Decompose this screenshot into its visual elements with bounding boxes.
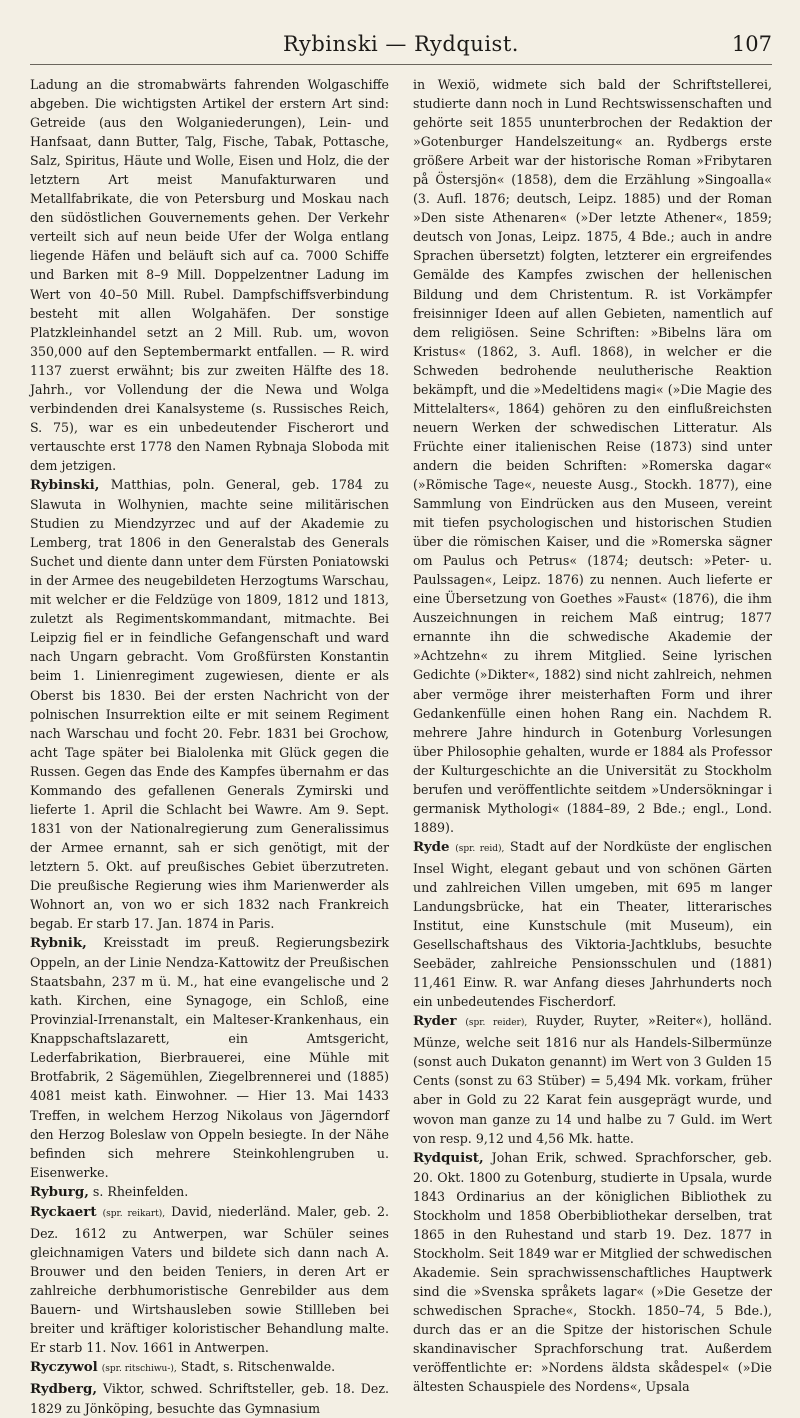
page-header — [30, 30, 772, 65]
entry-text: in Wexiö, widmete sich bald der Schriftstellerei, studierte dann noch in Lund Rechtswissenschaften und gehörte seit 1855 ununterbrochen der Redaktion der »Gotenburger Handelszeitung« an. Rydbergs erste größere Arbeit war der historische Roman »Fribytaren på Östersjön« (1858), dem die Erzählung »Singoalla« (3. Aufl. 1876; deutsch, Leipz. 1885) und der Roman »Den siste Athenaren« (»Der letzte Athener«, 1859; deutsch von Jonas, Leipz. 1875, 4 Bde.; auch in andre Sprachen übersetzt) folgten, letzterer ein ergreifendes Gemälde des Kampfes zwischen der hellenischen Bildung und dem Christentum. R. ist Vorkämpfer freisinniger Ideen auf allen Gebieten, namentlich auf dem religiösen. Seine Schriften: »Bibelns lära om Kristus« (1862, 3. Aufl. 1868), in welcher er die Schweden bedrohende neulutherische Reaktion bekämpft, und die »Medeltidens magi« (»Die Magie des Mittelalters«, 1864) gehören zu den einflußreichsten neuern Werken der schwedischen Litteratur. Als Früchte einer italienischen Reise (1873) sind unter andern die beiden Schriften: »Romerska dagar« (»Römische Tage«, neueste Ausg., Stockh. 1877), eine Sammlung von Eindrücken aus den Museen, vereint mit tiefen psychologischen und historischen Studien über die römischen Kaiser, und die »Romerska sägner om Paulus och Petrus« (1874; deutsch: »Peter- u. Paulssagen«, Leipz. 1876) zu nennen. Auch lieferte er eine Übersetzung von Goethes »Faust« (1876), die ihm Auszeichnungen in reichem Maß eintrug; 1877 ernannte ihn die schwedische Akademie der »Achtzehn« zu ihrem Mitglied. Seine lyrischen Gedichte (»Dikter«, 1882) sind nicht zahlreich, nehmen aber vermöge ihrer meisterhaften Form und ihrer Gedankenfülle einen hohen Rang ein. Nachdem R. mehrere Jahre hindurch in Gotenburg Vorlesungen über Philosophie gehalten, wurde er 1884 als Professor der Kulturgeschichte an die Universität zu Stockholm berufen und veröffentlichte seitdem »Undersökningar i germanisk Mythologi« (1884–89, 2 Bde.; engl., Lond. 1889). — [413, 77, 772, 835]
entry-headword: Rydquist, — [413, 1149, 484, 1166]
entry-text: David, niederländ. Maler, geb. 2. Dez. 1612 zu Antwerpen, war Schüler seines gleichnamigen Vaters und bildete sich dann nach A. Brouwer und den beiden Teniers, in deren Art er zahlreiche derbhumoristische Genrebilder aus dem Bauern- und Wirtshausleben sowie Stillleben bei breiter und kräftiger koloristischer Behandlung malte. Er starb 11. Nov. 1661 in Antwerpen. — [30, 1203, 389, 1356]
left-column — [30, 75, 389, 1418]
entry-text: Viktor, schwed. Schriftsteller, geb. 18. Dez. 1829 zu Jönköping, besuchte das Gymnasium — [30, 1381, 389, 1417]
entry-headword: Ryburg, — [30, 1183, 89, 1200]
entry-text: Matthias, poln. General, geb. 1784 zu Slawuta in Wolhynien, machte seine militärischen Studien zu Miendzyrzec und auf der Akademie zu Lemberg, trat 1806 in den Generalstab des Generals Suchet und diente dann unter dem Fürsten Poniatowski in der Armee des neugebildeten Herzogtums Warschau, mit welcher er die Feldzüge von 1809, 1812 und 1813, zuletzt als Regimentskommandant, mitmachte. Bei Leipzig fiel er in feindliche Gefangenschaft und ward nach Ungarn gebracht. Vom Großfürsten Konstantin beim 1. Linienregiment zugewiesen, diente er als Oberst bis 1830. Bei der ersten Nachricht von der polnischen Insurrektion eilte er mit seinem Regiment nach Warschau und focht 20. Febr. 1831 bei Grochow, acht Tage später bei Bialolenka mit Glück gegen die Russen. Gegen das Ende des Kampfes übernahm er das Kommando des gefallenen Generals Zymirski und lieferte 1. April die Schlacht bei Wawre. Am 9. Sept. 1831 von der Nationalregierung zum Generalissimus der Armee ernannt, sah er sich genötigt, mit der letztern 5. Okt. auf preußisches Gebiet überzutreten. Die preußische Regierung wies ihm Marienwerder als Wohnort an, von wo er sich 1832 nach Frankreich begab. Er starb 17. Jan. 1874 in Paris. — [30, 476, 389, 932]
entry-headword: Rybnik, — [30, 935, 87, 952]
dictionary-entry — [413, 1148, 772, 1397]
dictionary-entry — [30, 475, 389, 933]
entry-text: Ruyder, Ruyter, »Reiter«), holländ. Münze, welche seit 1816 nur als Handels-Silbermünze (sonst auch Dukaton genannt) im Wert von 3 Gulden 15 Cents (sonst zu 63 Stüber) = 5,494 Mk. vorkam, früher aber in Gold zu 22 Karat fein ausgeprägt wurde, und wovon man ganze zu 14 und halbe zu 7 Guld. im Wert von resp. 9,12 und 4,56 Mk. hatte. — [413, 1013, 772, 1146]
entry-text: Ladung an die stromabwärts fahrenden Wolgaschiffe abgeben. Die wichtigsten Artikel der erstern Art sind: Getreide (aus den Wolganiederungen), Lein- und Hanfsaat, dann Butter, Talg, Fische, Tabak, Pottasche, Salz, Spiritus, Häute und Wolle, Eisen und Holz, die der letztern Art meist Manufakturwaren und Metallfabrikate, die von Petersburg und Moskau nach den südöstlichen Gouvernements gehen. Der Verkehr verteilt sich auf neun beide Ufer der Wolga entlang liegende Häfen und beläuft sich auf ca. 7000 Schiffe und Barken mit 8–9 Mill. Doppelzentner Ladung im Wert von 40–50 Mill. Rubel. Dampfschiffsverbindung besteht mit allen Wolgahäfen. Der sonstige Platzkleinhandel setzt an 2 Mill. Rub. um, wovon 350,000 auf den Septembermarkt entfallen. — R. wird 1137 zuerst erwähnt; bis zur zweiten Hälfte des 18. Jahrh., vor Vollendung der die Newa und Wolga verbindenden drei Kanalsysteme (s. Russisches Reich, S. 75), war es ein unbedeutender Fischerort und vertauschte erst 1778 den Namen Rybnaja Sloboda mit dem jetzigen. — [30, 77, 389, 473]
right-column — [413, 75, 772, 1418]
entry-pronunciation: (spr. reikart), — [102, 1208, 166, 1219]
page-number: 107 — [731, 32, 772, 56]
dictionary-entry — [30, 1202, 389, 1357]
entry-text: s. Rheinfelden. — [92, 1183, 189, 1199]
entry-headword: Ryder — [413, 1013, 457, 1030]
entry-headword: Ryckaert — [30, 1203, 97, 1220]
dictionary-entry — [413, 837, 772, 1011]
dictionary-entry — [30, 1357, 389, 1379]
entry-continuation — [413, 75, 772, 837]
dictionary-entry — [30, 1379, 389, 1418]
dictionary-entry — [413, 1011, 772, 1147]
dictionary-entry — [30, 933, 389, 1182]
entry-headword: Rybinski, — [30, 476, 100, 493]
text-columns — [30, 75, 772, 1418]
entry-headword: Ryde — [413, 838, 450, 855]
entry-text: Stadt auf der Nordküste der englischen Insel Wight, elegant gebaut und von schönen Gärten und zahlreichen Villen umgeben, mit 695 m langer Landungsbrücke, hat ein Theater, litterarisches Institut, eine Kunstschule (mit Museum), ein Gesellschaftshaus des Viktoria-Jachtklubs, besuchte Seebäder, zahlreiche Pensionsschulen und (1881) 11,461 Einw. R. war Anfang dieses Jahrhunderts noch ein unbedeutendes Fischerdorf. — [413, 838, 772, 1010]
entry-headword: Ryczywol — [30, 1359, 98, 1376]
dictionary-entry — [30, 1182, 389, 1202]
entry-pronunciation: (spr. reider), — [465, 1018, 528, 1029]
running-title: Rybinski — Rydquist. — [283, 32, 519, 56]
entry-continuation — [30, 75, 389, 475]
entry-pronunciation: (spr. ritschiwu-), — [101, 1364, 177, 1375]
entry-headword: Rydberg, — [30, 1381, 97, 1398]
entry-text: Kreisstadt im preuß. Regierungsbezirk Oppeln, an der Linie Nendza-Kattowitz der Preußischen Staatsbahn, 237 m ü. M., hat eine evangelische und 2 kath. Kirchen, eine Synagoge, ein Schloß, eine Provinzial-Irrenanstalt, ein Malteser-Krankenhaus, ein Knappschaftslazarett, ein Amtsgericht, Lederfabrikation, Bierbrauerei, eine Mühle mit Brotfabrik, 2 Sägemühlen, Ziegelbrennerei und (1885) 4081 meist kath. Einwohner. — Hier 13. Mai 1433 Treffen, in welchem Herzog Nikolaus von Jägerndorf den Herzog Boleslaw von Oppeln besiegte. In der Nähe befinden sich mehrere Steinkohlengruben u. Eisenwerke. — [30, 935, 389, 1180]
entry-text: Stadt, s. Ritschenwalde. — [180, 1359, 336, 1375]
entry-text: Johan Erik, schwed. Sprachforscher, geb. 20. Okt. 1800 zu Gotenburg, studierte in Upsala, wurde 1843 Ordinarius an der königlichen Bibliothek zu Stockholm und 1858 Oberbibliothekar derselben, trat 1865 in den Ruhestand und starb 19. Dez. 1877 in Stockholm. Seit 1849 war er Mitglied der schwedischen Akademie. Sein sprachwissenschaftliches Hauptwerk sind die »Svenska språkets lagar« (»Die Gesetze der schwedischen Sprache«, Stockh. 1850–74, 5 Bde.), durch das er an die Spitze der historischen Schule skandinavischer Sprachforschung trat. Außerdem veröffentlichte er: »Nordens äldsta skådespel« (»Die ältesten Schauspiele des Nordens«, Upsala — [413, 1149, 772, 1395]
entry-pronunciation: (spr. reid), — [455, 843, 505, 854]
